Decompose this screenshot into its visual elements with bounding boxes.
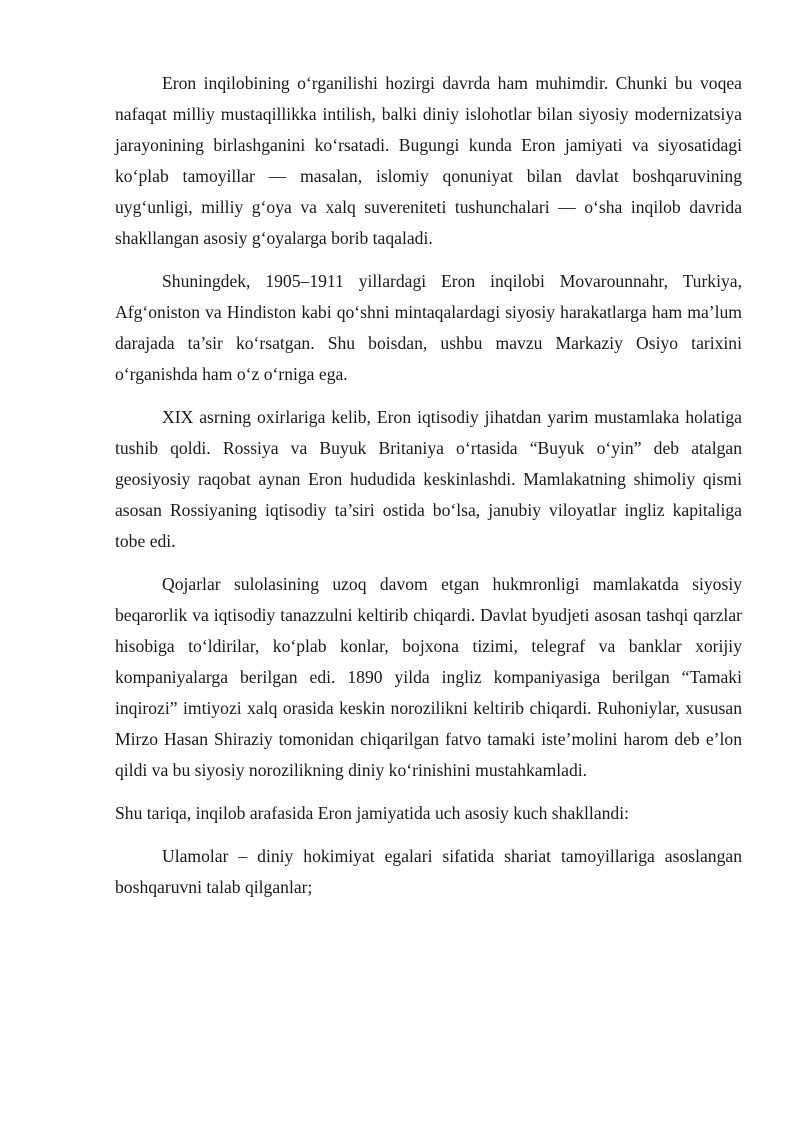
- paragraph-importance: Eron inqilobining o‘rganilishi hozirgi davrda ham muhimdir. Chunki bu voqea nafaqat milliy mustaqillikka intilish, balki diniy islohotlar bilan siyosiy modernizatsiya jarayonining birlashganini ko‘rsatadi. Bugungi kunda Eron jamiyati va siyosatidagi ko‘plab tamoyillar — masalan, islomiy qonuniyat bilan davlat boshqaruvining uyg‘unligi, milliy g‘oya va xalq suvereniteti tushunchalari — o‘sha inqilob davrida shakllangan asosiy g‘oyalarga borib taqaladi.: [115, 73, 742, 248]
- paragraph-three-forces: Shu tariqa, inqilob arafasida Eron jamiyatida uch asosiy kuch shakllandi:: [115, 803, 629, 823]
- document-page: [115, 68, 742, 915]
- paragraph-ulama: Ulamolar – diniy hokimiyat egalari sifatida shariat tamoyillariga asoslangan boshqaruvni talab qilganlar;: [115, 846, 742, 897]
- paragraph-semi-colonial: XIX asrning oxirlariga kelib, Eron iqtisodiy jihatdan yarim mustamlaka holatiga tushib qoldi. Rossiya va Buyuk Britaniya o‘rtasida “Buyuk o‘yin” deb atalgan geosiyosiy raqobat aynan Eron hududida keskinlashdi. Mamlakatning shimoliy qismi asosan Rossiyaning iqtisodiy ta’siri ostida bo‘lsa, janubiy viloyatlar ingliz kapitaliga tobe edi.: [115, 407, 742, 551]
- paragraph-qajar-rule: Qojarlar sulolasining uzoq davom etgan hukmronligi mamlakatda siyosiy beqarorlik va iqtisodiy tanazzulni keltirib chiqardi. Davlat byudjeti asosan tashqi qarzlar hisobiga to‘ldirilar, ko‘plab konlar, bojxona tizimi, telegraf va banklar xorijiy kompaniyalarga berilgan edi. 1890 yilda ingliz kompaniyasiga berilgan “Tamaki inqirozi” imtiyozi xalq orasida keskin norozilikni keltirib chiqardi. Ruhoniylar, xususan Mirzo Hasan Shiraziy tomonidan chiqarilgan fatvo tamaki iste’molini harom deb e’lon qildi va bu siyosiy norozilikning diniy ko‘rinishini mustahkamladi.: [115, 574, 742, 780]
- paragraph-regional-influence: Shuningdek, 1905–1911 yillardagi Eron inqilobi Movarounnahr, Turkiya, Afg‘oniston va Hindiston kabi qo‘shni mintaqalardagi siyosiy harakatlarga ham ma’lum darajada ta’sir ko‘rsatgan. Shu boisdan, ushbu mavzu Markaziy Osiyo tarixini o‘rganishda ham o‘z o‘rniga ega.: [115, 271, 742, 384]
